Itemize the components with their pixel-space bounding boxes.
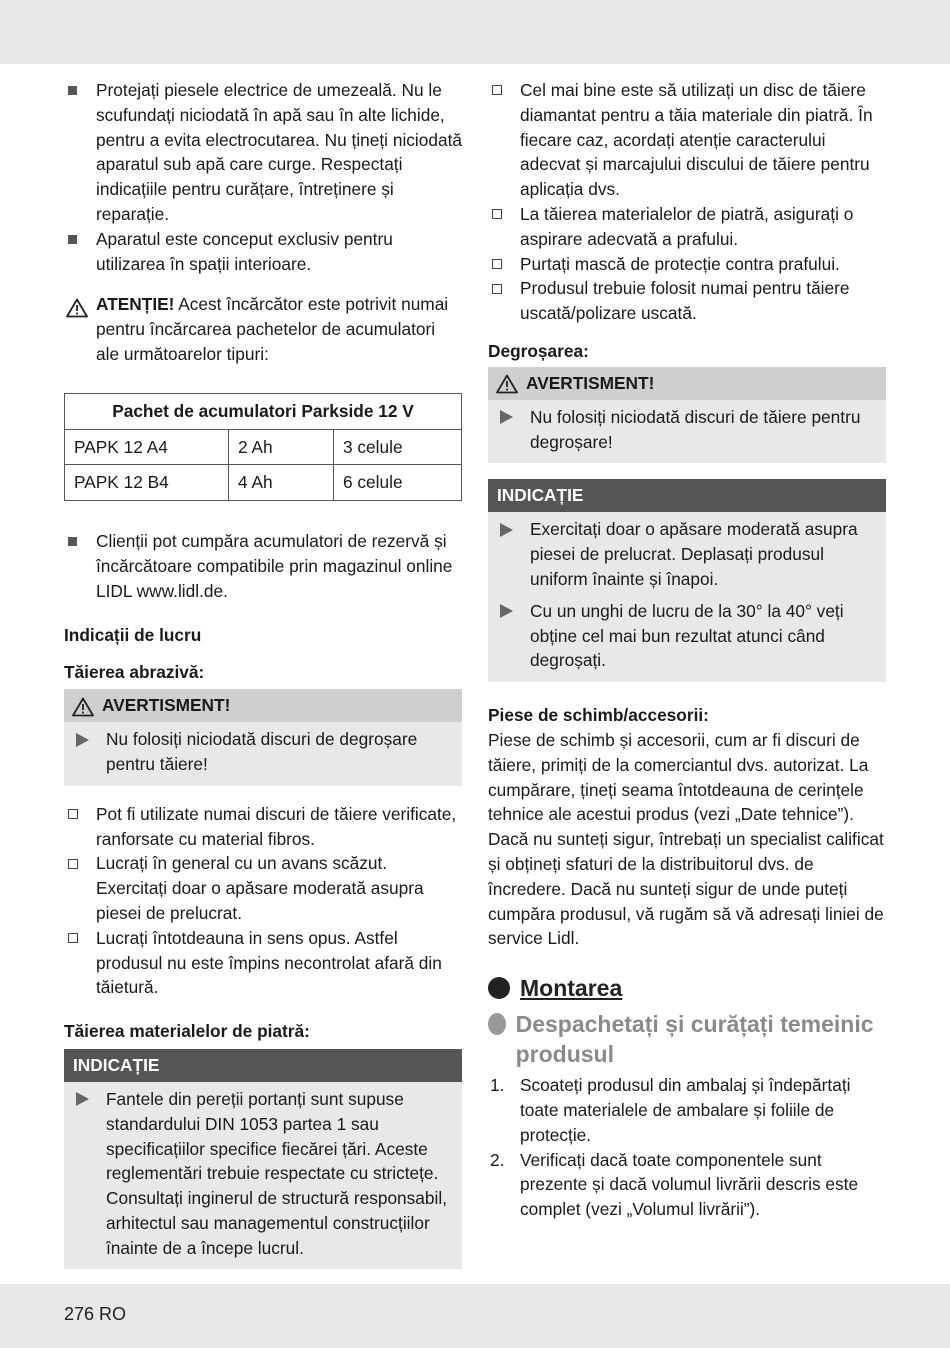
list-item [496, 517, 876, 591]
right-column [488, 78, 886, 1222]
table-cell: 4 Ah [229, 465, 334, 501]
list-item [64, 529, 462, 603]
list-item [496, 405, 876, 455]
list-item [64, 926, 462, 1000]
checkbox-square-bullet-icon [492, 209, 502, 219]
subsection-heading [488, 1009, 886, 1069]
attention-text: Acest încărcător este potrivit numai pentru încărcarea pachetelor de acumulatori ale următoarelor tipuri: [96, 294, 449, 364]
note-item-text: Cu un unghi de lucru de la 30° la 40° veți obține cel mai bun rezultat atunci când degroșați. [530, 600, 844, 671]
note-item-text: Exercitați doar o apăsare moderată asupra piesei de prelucrat. Deplasați produsul uniform înainte și înapoi. [530, 519, 858, 589]
warning-triangle-icon [66, 294, 88, 319]
list-item [488, 252, 886, 277]
check-text: Produsul trebuie folosit numai pentru tăiere uscată/polizare uscată. [520, 278, 850, 324]
list-item [488, 1148, 886, 1222]
list-item [488, 202, 886, 252]
grey-dot-icon [488, 1013, 506, 1035]
filled-square-bullet-icon [68, 537, 77, 546]
bullet-text: Clienții pot cumpăra acumulatori de rezervă și încărcătoare compatibile prin magazinul online LIDL www.lidl.de. [96, 531, 453, 601]
work-heading: Indicații de lucru [64, 624, 202, 645]
list-item [488, 1073, 886, 1147]
note-header: INDICAȚIE [488, 479, 886, 512]
black-dot-icon [488, 977, 510, 999]
warning-label: AVERTISMENT! [102, 695, 231, 716]
table-row [65, 429, 462, 465]
note-box [64, 1049, 462, 1270]
arrow-right-bullet-icon [500, 410, 513, 424]
step-number: 1. [490, 1075, 505, 1096]
list-item [496, 599, 876, 673]
arrow-right-bullet-icon [76, 1092, 89, 1106]
checkbox-square-bullet-icon [68, 809, 78, 819]
filled-square-bullet-icon [68, 235, 77, 244]
arrow-right-bullet-icon [76, 733, 89, 747]
check-text: Cel mai bine este să utilizați un disc de tăiere diamantat pentru a tăia materiale din piatră. În fiecare caz, acordați atenție caracterului adecvat și marcajului discului de tăiere pentru aplicația dvs. [520, 80, 873, 200]
table-cell: PAPK 12 B4 [65, 465, 229, 501]
warning-header [488, 367, 886, 400]
note-item-text: Fantele din pereții portanți sunt supuse standardului DIN 1053 partea 1 sau specificațiilor specifice fiecărei țări. Aceste reglementări trebuie respectate cu strictețe. Consultați inginerul de structură responsabil, arhitectul sau managementul construcțiilor înainte de a începe lucrul. [106, 1088, 448, 1258]
check-text: Purtați mască de protecție contra prafului. [520, 253, 840, 274]
bullet-text: Protejați piesele electrice de umezeală. Nu le scufundați niciodată în apă sau în alte lichide, pentru a evita electrocutarea. Nu țineți niciodată aparatul sub apă care curge. Respectați indicațiile pentru curățare, întreținere și reparație. [96, 80, 463, 224]
check-text: Pot fi utilizate numai discuri de tăiere verificate, ranforsate cu material fibros. [96, 803, 457, 849]
bottom-band [0, 1284, 950, 1348]
attention-label: ATENȚIE! [96, 294, 175, 315]
section-heading [488, 973, 886, 1003]
spares-paragraph: Piese de schimb și accesorii, cum ar fi discuri de tăiere, primiți de la comerciantul dvs. autorizat. La cumpărare, țineți seama întotdeauna de cerințele tehnice ale acestui produs (vezi „Date tehnice”). Dacă nu sunteți sigur, întrebați un specialist calificat și obțineți sfaturi de la distribuitorul dvs. de încredere. Dacă nu sunteți sigur de unde puteți cumpăra produsul, vă rugăm să vă adresați liniei de service Lidl. [488, 729, 884, 949]
table-row [65, 465, 462, 501]
arrow-right-bullet-icon [500, 604, 513, 618]
checkbox-square-bullet-icon [492, 85, 502, 95]
left-column [64, 78, 462, 1269]
warning-triangle-icon [496, 367, 518, 400]
checkbox-square-bullet-icon [68, 859, 78, 869]
table-cell: 2 Ah [229, 429, 334, 465]
table-cell: PAPK 12 A4 [65, 429, 229, 465]
note-box [488, 479, 886, 682]
list-item [488, 78, 886, 202]
warning-box [64, 689, 462, 786]
note-header: INDICAȚIE [64, 1049, 462, 1082]
warning-box [488, 367, 886, 464]
checkbox-square-bullet-icon [492, 259, 502, 269]
top-band [0, 0, 950, 64]
list-item [64, 802, 462, 852]
check-text: Lucrați în general cu un avans scăzut. Exercitați doar o apăsare moderată asupra piesei de prelucrat. [96, 853, 424, 923]
table-cell: 3 celule [334, 429, 462, 465]
warning-header [64, 689, 462, 722]
abrasive-heading: Tăierea abrazivă: [64, 662, 205, 683]
spares-heading: Piese de schimb/accesorii: [488, 705, 709, 726]
warning-item-text: Nu folosiți niciodată discuri de tăiere pentru degroșare! [530, 406, 861, 452]
step-text: Verificați dacă toate componentele sunt prezente și dacă volumul livrării descris este complet (vezi „Volumul livrării”). [520, 1149, 859, 1220]
checkbox-square-bullet-icon [68, 933, 78, 943]
list-item [72, 727, 452, 777]
warning-body [488, 400, 886, 464]
step-text: Scoateți produsul din ambalaj și îndepărtați toate materialele de ambalare și foliile de protecție. [520, 1075, 851, 1145]
list-item [64, 851, 462, 925]
bullet-text: Aparatul este conceput exclusiv pentru utilizarea în spații interioare. [96, 228, 393, 274]
stone-heading: Tăierea materialelor de piatră: [64, 1021, 310, 1042]
table-header: Pachet de acumulatori Parkside 12 V [65, 393, 462, 429]
warning-label: AVERTISMENT! [526, 372, 655, 393]
note-body [64, 1082, 462, 1270]
attention-note [64, 292, 462, 366]
battery-table [64, 393, 462, 501]
warning-triangle-icon [72, 689, 94, 722]
step-number: 2. [490, 1149, 505, 1170]
check-text: Lucrați întotdeauna in sens opus. Astfel produsul nu este împins necontrolat afară din tăietură. [96, 927, 442, 998]
list-item [64, 227, 462, 277]
checkbox-square-bullet-icon [492, 284, 502, 294]
page-number: 276 RO [64, 1304, 127, 1324]
section-title: Montarea [520, 975, 623, 1002]
arrow-right-bullet-icon [500, 523, 513, 537]
list-item [64, 78, 462, 227]
note-body [488, 512, 886, 682]
check-text: La tăierea materialelor de piatră, asigurați o aspirare adecvată a prafului. [520, 203, 854, 249]
subsection-title: Despachetați și curățați temeinic produsul [515, 1011, 874, 1068]
list-item [488, 276, 886, 326]
degrosare-heading: Degroșarea: [488, 340, 589, 361]
warning-item-text: Nu folosiți niciodată discuri de degroșare pentru tăiere! [106, 729, 418, 774]
table-cell: 6 celule [334, 465, 462, 501]
filled-square-bullet-icon [68, 86, 77, 95]
warning-body [64, 722, 462, 786]
list-item [72, 1087, 452, 1261]
